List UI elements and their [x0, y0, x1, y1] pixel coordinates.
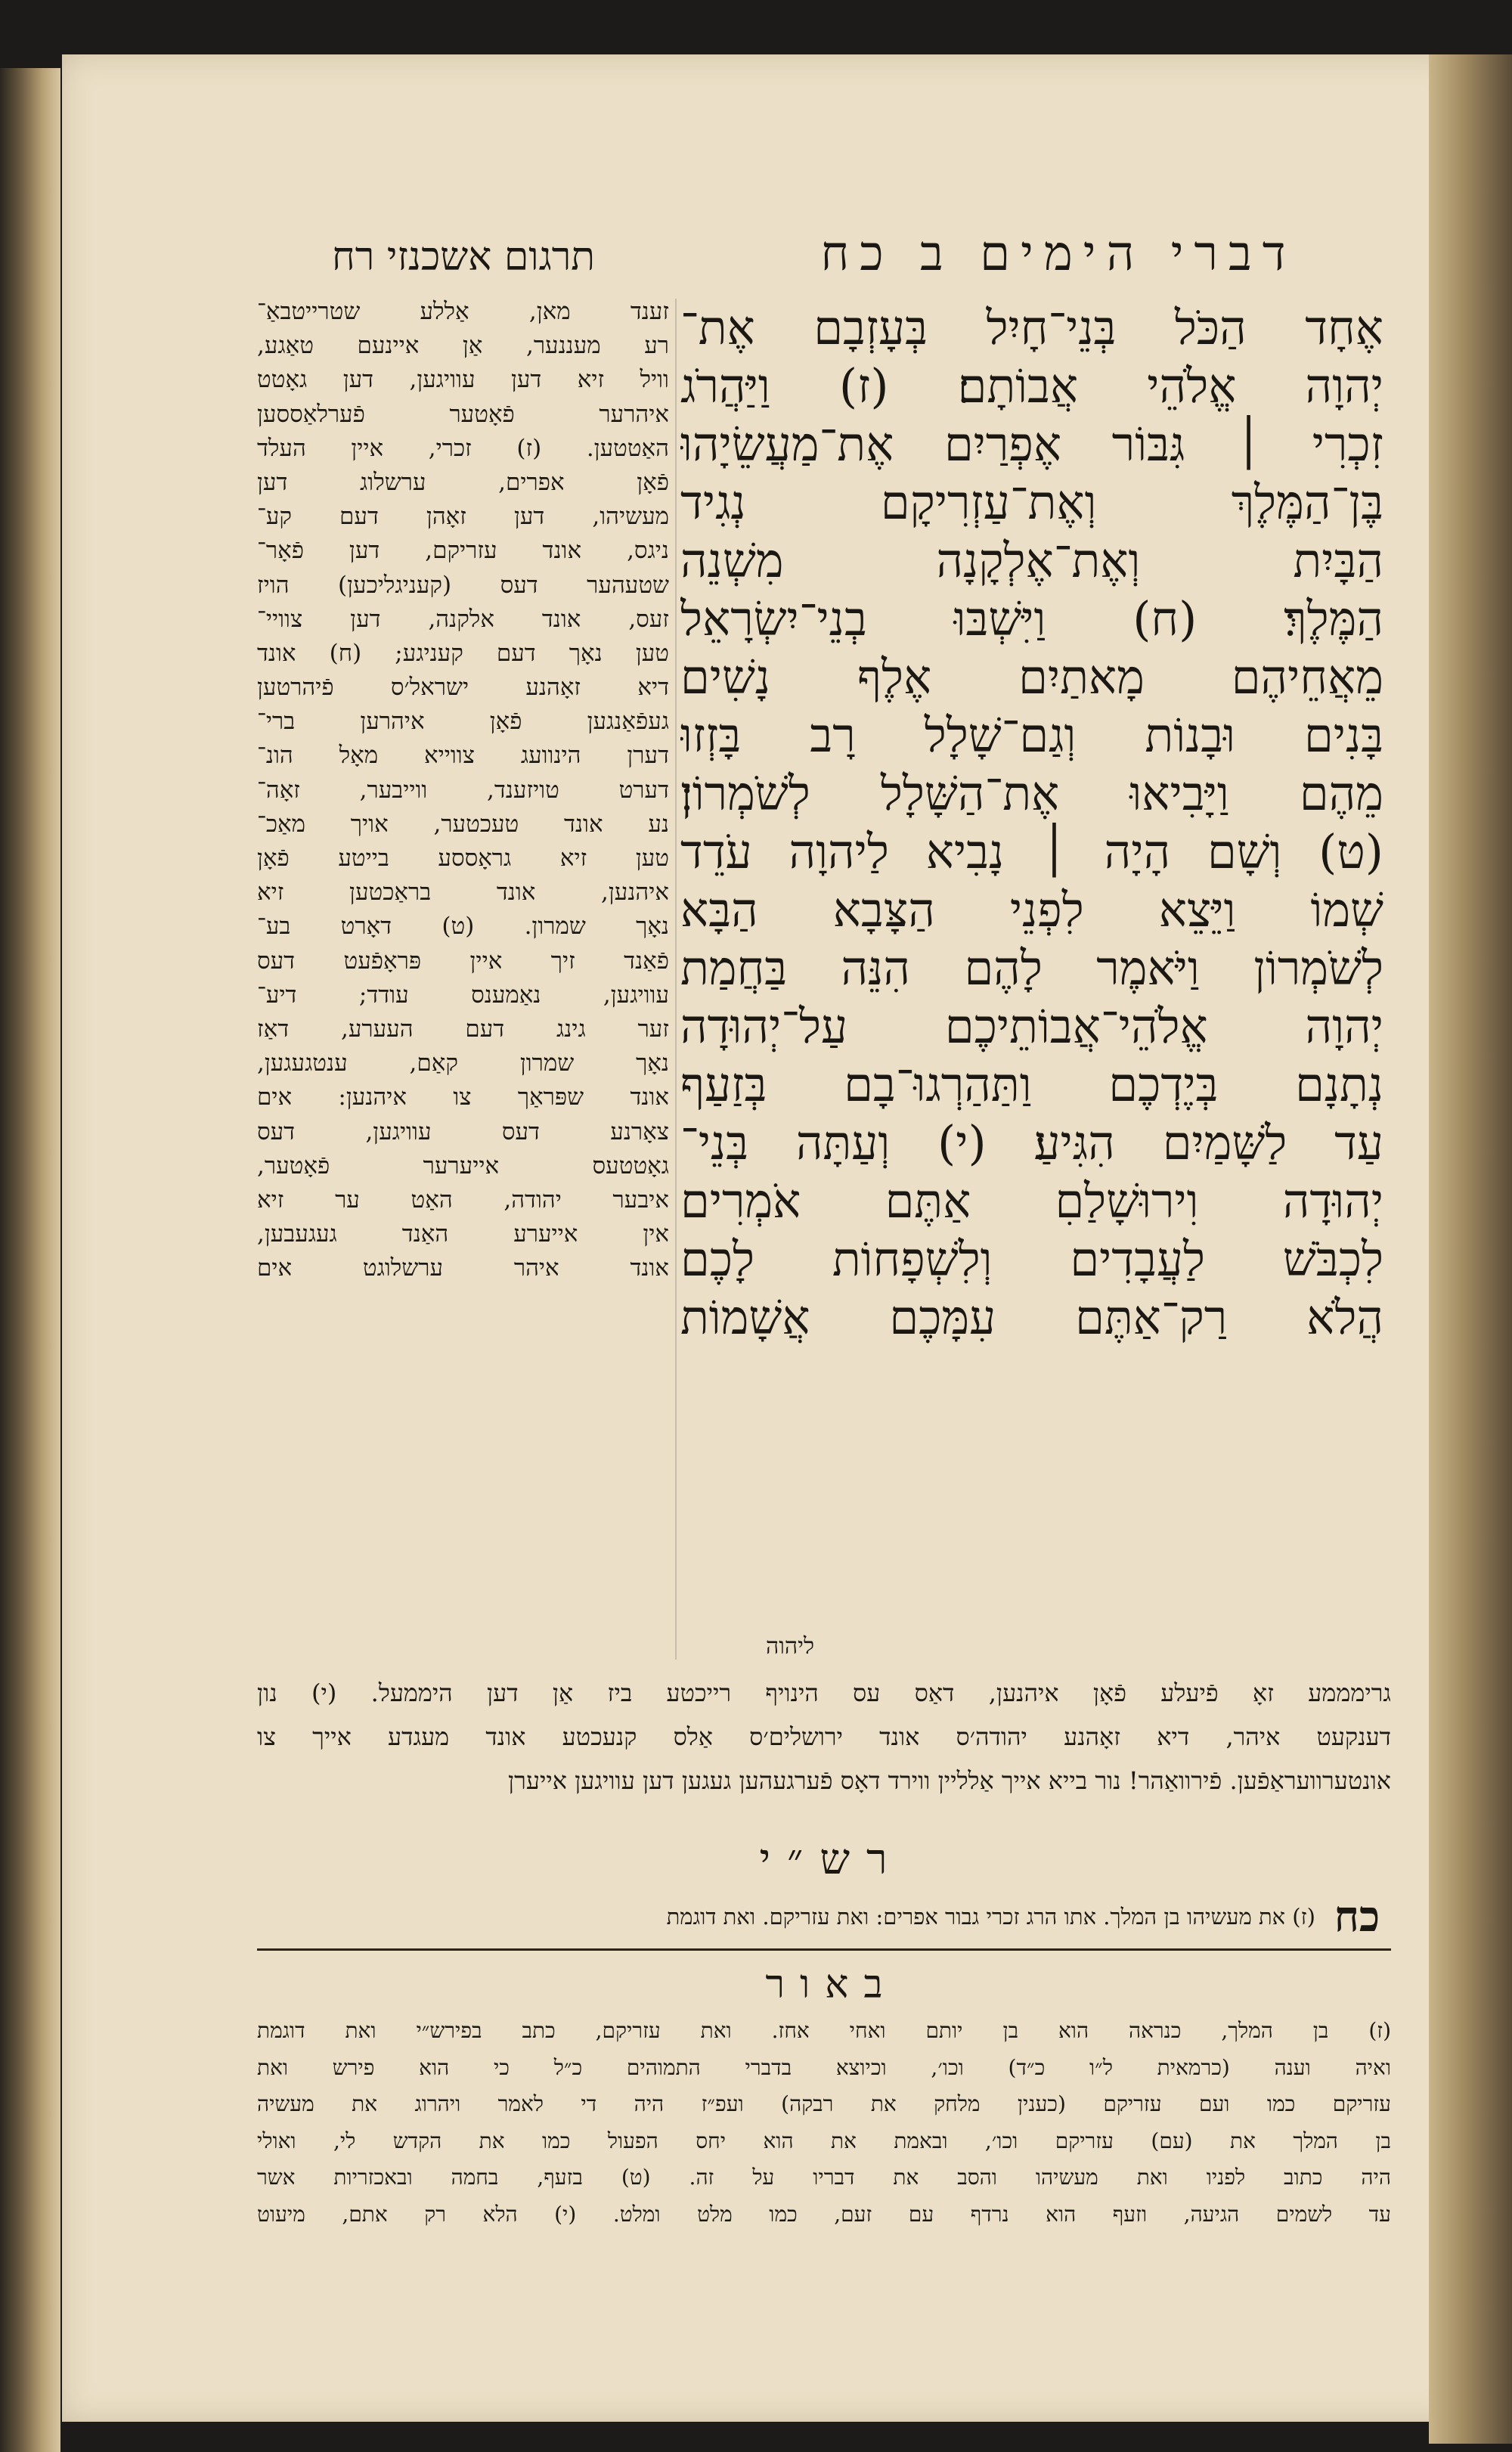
continuation-line: דענקעט איהר, דיא זאָהנע יהודה׳ס אונד ירושלים׳ס אַלס קנעכטע אונד מעגדע אייך צו	[257, 1722, 1391, 1751]
hebrew-line: הַבָּיִת וְאֶת־אֶלְקָנָה מִשְׁנֵה	[680, 533, 1383, 588]
hebrew-line: אֶחָד הַכֹּל בְּנֵי־חָיִל בְּעָזְבָם אֶת־	[680, 300, 1383, 355]
yiddish-line: זעס, אונד אלקנה, דען צוויי־	[257, 605, 669, 633]
biur-line: בן המלך את (עם) עזריקם וכו׳, ובאמת את הוא יחס הפעול כמו את הקדש לי, ואולי	[257, 2128, 1391, 2153]
yiddish-line: פֿאַנד זיך איין פּראָפֿעט דעס	[257, 947, 669, 975]
yiddish-line: דערן הינוועג צווייא מאָל הונ־	[257, 742, 669, 770]
yiddish-line: נע אונד טעכטער, אויך מאַכ־	[257, 810, 669, 838]
column-divider	[675, 299, 677, 1660]
hebrew-line: לְשֹׁמְרוֹן וַיֹּאמֶר לָהֶם הִנֵּה בַּחֲמַת	[680, 941, 1383, 996]
translation-continuation	[257, 1671, 1391, 1815]
biur-line: היה כתוב לפניו ואת מעשיהו והסב את דבריו על זה. (ט) בזעף, בחמה ובאכזריות אשר	[257, 2165, 1391, 2190]
yiddish-line: דיא זאָהנע ישראל׳ס פֿיהרטען	[257, 674, 669, 702]
previous-pages-edge	[0, 68, 60, 2452]
yiddish-translation-column	[257, 295, 669, 1663]
hebrew-line: יְהוּדָה וִירוּשָׁלַםִ אַתֶּם אֹמְרִים	[680, 1173, 1383, 1229]
running-header-translation: תרגום אשכנזי רח	[331, 234, 596, 280]
yiddish-line: געפֿאַנגען פֿאָן איהרען ברי־	[257, 708, 669, 736]
continuation-line: אונטערוועראַפֿען. פֿירוואַהר! נור בייא אייך אַלליין ווירד דאָס פֿערגעהען געגען דען עוויגען אייערן	[508, 1766, 1391, 1795]
yiddish-line: מעשיהו, דען זאָהן דעם קע־	[257, 503, 669, 531]
yiddish-line: רע מעננער, אַן איינעם טאַגע,	[257, 332, 669, 360]
yiddish-line: עוויגען, נאַמענס עודד; דיע־	[257, 981, 669, 1009]
yiddish-line: זער גינג דעם העערע, דאַז	[257, 1015, 669, 1043]
yiddish-line: אונד איהר ערשלוגט אים	[257, 1254, 669, 1282]
yiddish-line: גאָטטעס אייערער פֿאָטער,	[257, 1152, 669, 1180]
yiddish-line: טען נאָך דעם קעניגע; (ח) אונד	[257, 639, 669, 667]
hebrew-line: שְׁמוֹ וַיֵּצֵא לִפְנֵי הַצָּבָא הַבָּא	[680, 882, 1383, 938]
yiddish-line: איהנען, אונד בראַכטען זיא	[257, 879, 669, 907]
section-divider-rule	[257, 1948, 1391, 1951]
rashi-commentary: (ז) את מעשיהו בן המלך. אתו הרג זכרי גבור אפרים: ואת עזריקם. ואת דוגמת	[666, 1904, 1315, 1930]
hebrew-line: מֵאֲחֵיהֶם מָאתַיִם אֶלֶף נָשִׁים	[680, 649, 1383, 705]
hebrew-line: עַד לַשָּׁמַיִם הִגִּיעַ׃ (י) וְעַתָּה בְּנֵי־	[680, 1115, 1383, 1170]
biur-line: עד לשמים הגיעה, וזעף הוא נרדף עם זעם, כמו מלט ומלט. (י) הלא רק אתם, מיעוט	[257, 2201, 1391, 2227]
hebrew-line: הֲלֹא רַק־אַתֶּם עִמָּכֶם אֲשָׁמוֹת	[680, 1290, 1383, 1345]
book-binding-edge	[1429, 54, 1512, 2444]
hebrew-line: בֶּן־הַמֶּלֶךְ וְאֶת־עַזְרִיקָם נְגִיד	[680, 475, 1383, 530]
running-header-book: דברי הימים ב כח	[820, 226, 1297, 282]
yiddish-line: זענד מאן, אַללע שטרייטבאַ־	[257, 298, 669, 325]
yiddish-line: איהרער פֿאָטער פֿערלאַססען	[257, 400, 669, 428]
yiddish-line: ניגס, אונד עזריקם, דען פֿאָר־	[257, 537, 669, 565]
hebrew-text-column	[680, 299, 1383, 1633]
hebrew-line: מֵהֶם וַיָּבִיאוּ אֶת־הַשָּׁלָל לְשֹׁמְרוֹן׃	[680, 766, 1383, 821]
hebrew-line: נְתָנָם בְּיֶדְכֶם וַתַּהַרְגוּ־בָם בְּזַעַף	[680, 1057, 1383, 1112]
yiddish-line: פֿאָן אפרים, ערשלוג דען	[257, 468, 669, 496]
catchword: ליהוה	[765, 1633, 815, 1660]
yiddish-line: האַטטען. (ז) זכרי, איין העלד	[257, 434, 669, 462]
yiddish-line: טען זיא גראָססע בייטע פֿאָן	[257, 845, 669, 872]
hebrew-line: לִכְבֹּשׁ לַעֲבָדִים וְלִשְׁפָחוֹת לָכֶם	[680, 1232, 1383, 1287]
continuation-line: גרימממע זאָ פֿיעלע פֿאָן איהנען, דאַס עס הינויף רייכטע ביז אַן דען היממעל. (י) נון	[257, 1679, 1391, 1707]
biur-commentary	[257, 2013, 1391, 2277]
hebrew-line: (ט) וְשָׁם הָיָה ׀ נָבִיא לַיהוָה עֹדֵד	[680, 824, 1383, 879]
yiddish-line: איבער יהודה, האַט ער זיא	[257, 1186, 669, 1214]
yiddish-line: נאָך שמרון. (ט) דאָרט בע־	[257, 913, 669, 941]
biur-line: עזריקם כמו ועם עזריקם (כענין מלחק את רבקה) ועפ״ז היה די לאמר ויהרוג את מעשיה	[257, 2091, 1391, 2116]
biur-heading: באור	[765, 1962, 898, 2007]
yiddish-line: נאָך שמרון קאַם, ענטגעגען,	[257, 1049, 669, 1077]
yiddish-line: צאָרנע דעס עוויגען, דעס	[257, 1118, 669, 1145]
hebrew-line: יְהוָה אֱלֹהֵי אֲבוֹתָם׃ (ז) וַיַּהֲרֹג	[680, 358, 1383, 414]
biur-line: ואיה וענה (כרמאית ל״ו כ״ד) וכו׳, וכיוצא בדברי התמוהים כ״ל כי הוא פירש ואת	[257, 2054, 1391, 2080]
biur-line: (ז) בן המלך, כנראה הוא בן יותם ואחי אחז. ואת עזריקם, כתב בפירש״י ואת דוגמת	[257, 2018, 1391, 2043]
hebrew-line: זִכְרִי ׀ גִּבּוֹר אֶפְרַיִם אֶת־מַעֲשֵׂיָהוּ	[680, 417, 1383, 472]
yiddish-line: שטעהער דעס (קעניגליכען) הויז	[257, 571, 669, 599]
hebrew-line: יְהוָה אֱלֹהֵי־אֲבוֹתֵיכֶם עַל־יְהוּדָה	[680, 999, 1383, 1054]
rashi-chapter-number: כח	[1334, 1892, 1380, 1942]
rashi-heading: רש״י	[759, 1835, 904, 1884]
hebrew-line: הַמֶּלֶךְ׃ (ח) וַיִּשְׁבּוּ בְנֵי־יִשְׂרָאֵל	[680, 591, 1383, 646]
hebrew-line: בָּנִים וּבָנוֹת וְגַם־שָׁלָל רָב בָּזְזוּ	[680, 708, 1383, 763]
yiddish-line: אין אייערע האַנד געגעבען,	[257, 1220, 669, 1248]
yiddish-line: דערט טויזענד, ווייבער, זאָה־	[257, 776, 669, 804]
yiddish-line: אונד שפּראַך צו איהנען: אים	[257, 1083, 669, 1111]
yiddish-line: וויל זיא דען עוויגען, דען גאָטט	[257, 366, 669, 394]
